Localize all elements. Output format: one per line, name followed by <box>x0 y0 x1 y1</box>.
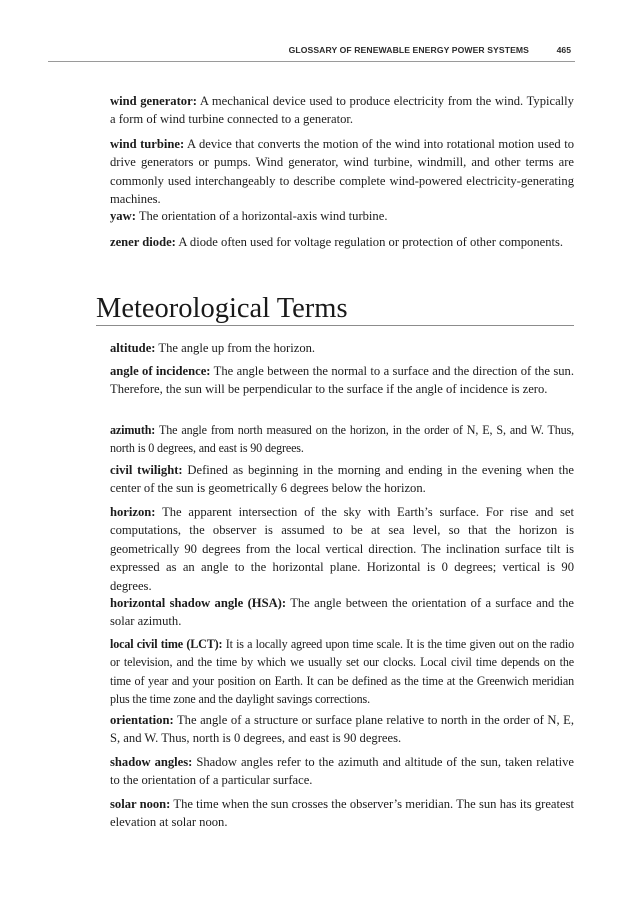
glossary-term: horizontal shadow angle (HSA): <box>110 596 287 610</box>
glossary-entry-local-civil-time <box>110 635 574 709</box>
section-title: Meteorological Terms <box>96 293 348 324</box>
glossary-definition: Defined as beginning in the morning and ending in the evening when the center of the sun is geometrically 6 degrees below the horizon. <box>110 463 574 496</box>
glossary-entry-horizon <box>110 503 574 595</box>
glossary-entry-angle-of-incidence <box>110 362 574 399</box>
glossary-entry-wind-turbine <box>110 135 574 209</box>
glossary-entry-azimuth <box>110 421 574 458</box>
glossary-term: horizon: <box>110 505 156 519</box>
glossary-definition: The angle between the normal to a surface and the direction of the sun. Therefore, the sun will be perpendicular to the surface if the angle of incidence is zero. <box>110 364 574 397</box>
section-heading <box>96 292 574 326</box>
glossary-entry-shadow-angles <box>110 753 574 790</box>
running-head <box>48 44 575 62</box>
glossary-definition: The angle up from the horizon. <box>158 341 316 355</box>
glossary-definition: Shadow angles refer to the azimuth and altitude of the sun, taken relative to the orientation of a particular surface. <box>110 755 575 788</box>
glossary-entry-zener-diode <box>110 233 574 251</box>
page-number: 465 <box>556 45 571 55</box>
glossary-term: local civil time (LCT): <box>110 637 223 651</box>
glossary-definition: The angle of a structure or surface plane relative to north in the order of N, E, S, and W. Thus, north is 0 degrees, and east is 90 degrees. <box>110 713 575 746</box>
glossary-definition: A mechanical device used to produce electricity from the wind. Typically a form of wind turbine connected to a generator. <box>110 94 574 127</box>
glossary-term: orientation: <box>110 713 174 727</box>
glossary-entry-altitude <box>110 339 574 357</box>
glossary-entry-solar-noon <box>110 795 574 832</box>
glossary-term: yaw: <box>110 209 136 223</box>
glossary-entry-horizontal-shadow-angle <box>110 594 574 631</box>
glossary-definition: The angle from north measured on the horizon, in the order of N, E, S, and W. Thus, north is 0 degrees, and east is 90 degrees. <box>110 423 574 456</box>
glossary-term: zener diode: <box>110 235 176 249</box>
glossary-definition: A device that converts the motion of the wind into rotational motion used to drive generators or pumps. Wind generator, wind turbine, windmill, and other terms are commonly used interchangeably to describe complete wind-powered electricity-generating machines. <box>110 137 574 207</box>
glossary-definition: A diode often used for voltage regulation or protection of other components. <box>178 235 564 249</box>
glossary-term: solar noon: <box>110 797 171 811</box>
glossary-definition: The time when the sun crosses the observer’s meridian. The sun has its greatest elevation at solar noon. <box>110 797 574 830</box>
glossary-entry-wind-generator <box>110 92 574 129</box>
glossary-entry-civil-twilight <box>110 461 574 498</box>
running-title: GLOSSARY OF RENEWABLE ENERGY POWER SYSTEMS <box>288 45 529 55</box>
glossary-definition: It is a locally agreed upon time scale. It is the time given out on the radio or television, and the time by which we usually set our clocks. Local civil time depends on the time of year and your position on Earth. It can be defined as the time at the Greenwich meridian plus the time zone and the daylight savings corrections. <box>110 637 575 707</box>
glossary-definition: The angle between the orientation of a surface and the solar azimuth. <box>110 596 575 629</box>
glossary-term: shadow angles: <box>110 755 193 769</box>
glossary-term: angle of incidence: <box>110 364 211 378</box>
glossary-term: altitude: <box>110 341 156 355</box>
glossary-definition: The orientation of a horizontal-axis wind turbine. <box>138 209 388 223</box>
glossary-entry-orientation <box>110 711 574 748</box>
glossary-term: civil twilight: <box>110 463 183 477</box>
glossary-term: wind generator: <box>110 94 197 108</box>
glossary-definition: The apparent intersection of the sky with Earth’s surface. For rise and set computations, the observer is assumed to be at sea level, so that the horizon is geometrically 90 degrees from the local vertical direction. The inclination surface tilt is expressed as an angle to the horizontal plane. Horizontal is 0 degrees; vertical is 90 degrees. <box>110 505 575 593</box>
glossary-entry-yaw <box>110 207 574 225</box>
glossary-term: wind turbine: <box>110 137 185 151</box>
glossary-term: azimuth: <box>110 423 156 437</box>
